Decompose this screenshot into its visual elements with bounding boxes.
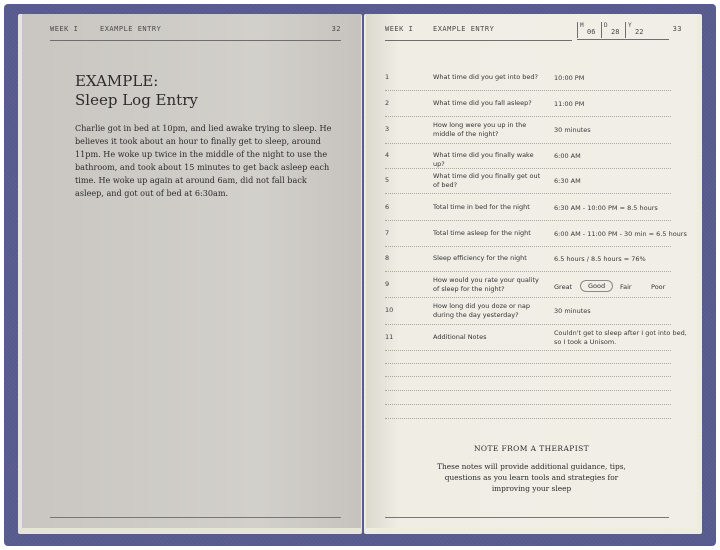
- header-rule: [385, 40, 572, 41]
- right-page: [366, 14, 697, 528]
- row-answer: 30 minutes: [554, 307, 591, 315]
- page-number-wrap: [672, 23, 682, 41]
- row-number: 2: [385, 99, 390, 107]
- log-row-5: [366, 172, 697, 198]
- row-dotted-line: [385, 143, 671, 144]
- row-dotted-line: [385, 350, 671, 351]
- row-question: How long were you up in the middle of the night?: [433, 121, 527, 138]
- date-box: [577, 22, 669, 40]
- right-page-header: [385, 23, 572, 41]
- therapist-note-title: NOTE FROM A THERAPIST: [473, 444, 590, 453]
- row-number: 7: [385, 229, 390, 237]
- row-number: 1: [385, 73, 390, 81]
- row-question: Total time in bed for the night: [433, 203, 530, 211]
- row-answer: 6:30 AM: [554, 177, 581, 185]
- year-value: 22: [635, 28, 644, 36]
- section-label: EXAMPLE ENTRY: [433, 25, 495, 33]
- row-dotted-line: [385, 168, 671, 169]
- log-row-6: [366, 203, 697, 229]
- row-question: How would you rate your quality of sleep for the night?: [433, 276, 539, 293]
- left-page-header: [50, 23, 341, 41]
- row-answer: 30 minutes: [554, 126, 591, 134]
- page-title: [75, 72, 198, 110]
- left-page: [22, 14, 361, 528]
- row-question: Additional Notes: [433, 333, 487, 341]
- notes-dotted-line: [385, 404, 671, 405]
- row-answer: 10:00 PM: [554, 74, 585, 82]
- row-number: 4: [385, 151, 390, 159]
- row-number: 10: [385, 306, 394, 314]
- row-number: 3: [385, 125, 390, 133]
- row-question: What time did you finally wake up?: [433, 151, 534, 168]
- row-dotted-line: [385, 193, 671, 194]
- therapist-note-body: These notes will provide additional guidance, tips, questions as you learn tools and strategies for improving your sleep: [437, 462, 626, 493]
- row-number: 9: [385, 280, 390, 288]
- notes-dotted-line: [385, 390, 671, 391]
- log-row-7: [366, 229, 697, 255]
- row-dotted-line: [385, 324, 671, 325]
- month-label: M: [580, 22, 584, 29]
- notes-dotted-line: [385, 418, 671, 419]
- row-question: Total time asleep for the night: [433, 229, 531, 237]
- rating-option-great[interactable]: Great: [554, 283, 573, 291]
- row-answer: 6:00 AM: [554, 152, 581, 160]
- row-number: 11: [385, 333, 394, 341]
- notes-dotted-line: [385, 376, 671, 377]
- rating-option-poor[interactable]: Poor: [651, 283, 666, 291]
- row-dotted-line: [385, 116, 671, 117]
- row-dotted-line: [385, 90, 671, 91]
- page-number: 32: [331, 25, 341, 33]
- row-dotted-line: [385, 271, 671, 272]
- page-number: 33: [672, 25, 682, 33]
- footer-rule: [50, 517, 341, 518]
- example-paragraph: Charlie got in bed at 10pm, and lied awake trying to sleep. He believes it took about an hour to finally get to sleep, around 11pm. He woke up twice in the middle of the night to use the bathroom, and took about 15 minutes to get back asleep each time. He woke up again at around 6am, did not fall back asleep, and got out of bed at 6:30am.: [75, 123, 332, 198]
- row-question: What time did you fall asleep?: [433, 99, 532, 107]
- day-value: 28: [611, 28, 620, 36]
- row-question: Sleep efficiency for the night: [433, 254, 527, 262]
- row-answer: 6:00 AM - 11:00 PM - 30 min = 6.5 hours: [554, 230, 687, 238]
- row-answer: Couldn't get to sleep after I got into bed, so I took a Unisom.: [554, 329, 687, 346]
- row-number: 5: [385, 176, 390, 184]
- row-question: What time did you get into bed?: [433, 73, 538, 81]
- log-row-1: [366, 73, 697, 99]
- week-label: WEEK I: [50, 25, 79, 33]
- log-row-10: [366, 302, 697, 328]
- log-row-9: [366, 276, 697, 302]
- log-row-11: [366, 330, 697, 356]
- row-answer: 6.5 hours / 8.5 hours = 76%: [554, 255, 646, 263]
- rating-option-fair[interactable]: Fair: [620, 283, 632, 291]
- row-answer: 11:00 PM: [554, 100, 585, 108]
- title-line-1: EXAMPLE:: [75, 72, 159, 90]
- row-dotted-line: [385, 246, 671, 247]
- header-rule: [50, 40, 341, 41]
- section-label: EXAMPLE ENTRY: [100, 25, 162, 33]
- row-question: What time did you finally get out of bed?: [433, 172, 541, 189]
- year-label: Y: [628, 22, 632, 29]
- log-row-3: [366, 122, 697, 148]
- notes-dotted-line: [385, 363, 671, 364]
- row-dotted-line: [385, 297, 671, 298]
- row-question: How long did you doze or nap during the day yesterday?: [433, 302, 530, 319]
- footer-rule: [385, 517, 669, 518]
- month-value: 06: [587, 28, 596, 36]
- row-number: 8: [385, 254, 390, 262]
- title-line-2: Sleep Log Entry: [75, 91, 198, 109]
- week-label: WEEK I: [385, 25, 414, 33]
- day-label: D: [604, 22, 608, 29]
- row-answer: 6:30 AM - 10:00 PM = 8.5 hours: [554, 204, 658, 212]
- row-number: 6: [385, 203, 390, 211]
- row-dotted-line: [385, 220, 671, 221]
- rating-option-good-selected[interactable]: Good: [580, 280, 613, 292]
